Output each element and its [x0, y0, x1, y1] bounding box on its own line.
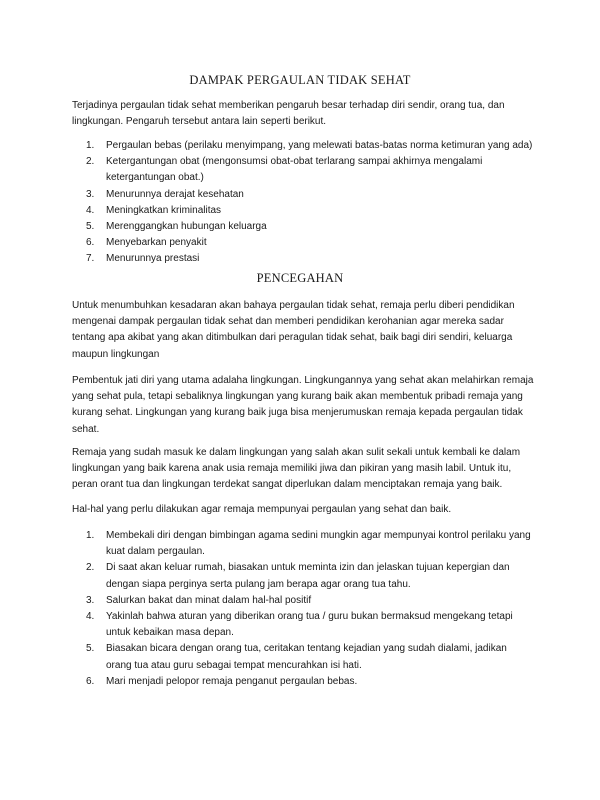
list-number: 6.: [86, 237, 95, 249]
section-heading: PENCEGAHAN: [256, 271, 344, 285]
list-number: 1.: [86, 530, 95, 541]
list-item: [72, 674, 534, 690]
list-number: 5.: [86, 643, 95, 655]
list-text: Biasakan bicara dengan orang tua, ceritakan tentang kejadian yang sudah dialami, jadikan orang tua atau guru sebagai tempat mencurahkan isi hati.: [106, 643, 507, 671]
actions-list: [72, 528, 534, 690]
list-text: Menurunnya derajat kesehatan: [106, 188, 244, 200]
impacts-list: [72, 138, 534, 268]
list-number: 4.: [86, 204, 95, 216]
list-item: [72, 203, 534, 219]
list-item: [72, 593, 534, 609]
list-number: 3.: [86, 594, 95, 606]
page-title: DAMPAK PERGAULAN TIDAK SEHAT: [189, 73, 411, 87]
paragraph: Remaja yang sudah masuk ke dalam lingkungan yang salah akan sulit sekali untuk kembali ke dalam lingkungan yang baik karena anak usia remaja memiliki jiwa dan pikiran yang masih labil. Untuk itu, peran orant tua dan lingkungan terdekat sangat diperlukan dalam menciptakan remaja yang baik.: [72, 447, 521, 491]
list-item: [72, 138, 534, 154]
list-text: Menyebarkan penyakit: [106, 237, 207, 249]
list-text: Ketergantungan obat (mengonsumsi obat-obat terlarang sampai akhirnya mengalami ketergantungan obat.): [106, 156, 483, 184]
paragraph: Hal-hal yang perlu dilakukan agar remaja mempunyai pergaulan yang sehat dan baik.: [72, 504, 452, 515]
list-item: [72, 609, 534, 641]
list-text: Meningkatkan kriminalitas: [106, 204, 222, 216]
list-item: [72, 219, 534, 235]
list-number: 2.: [86, 562, 95, 574]
list-number: 4.: [86, 611, 95, 623]
list-number: 7.: [86, 253, 95, 265]
list-item: [72, 251, 534, 267]
list-text: Salurkan bakat dan minat dalam hal-hal positif: [106, 594, 312, 606]
list-text: Merenggangkan hubungan keluarga: [106, 221, 267, 233]
list-text: Yakinlah bahwa aturan yang diberikan orang tua / guru bukan bermaksud mengekang tetapi untuk kebaikan masa depan.: [106, 611, 513, 639]
list-item: [72, 528, 534, 560]
list-item: [72, 235, 534, 251]
list-item: [72, 154, 534, 186]
list-number: 5.: [86, 221, 95, 233]
list-number: 2.: [86, 156, 95, 168]
list-text: Menurunnya prestasi: [106, 253, 200, 265]
list-text: Pergaulan bebas (perilaku menyimpang, yang melewati batas-batas norma ketimuran yang ada): [106, 140, 533, 151]
list-item: [72, 187, 534, 203]
list-text: Di saat akan keluar rumah, biasakan untuk meminta izin dan jelaskan tujuan kepergian dan dengan siapa perginya serta pulang jam berapa agar orang tua tahu.: [106, 562, 510, 590]
list-item: [72, 641, 534, 673]
list-number: 6.: [86, 675, 95, 687]
list-item: [72, 560, 534, 592]
list-number: 3.: [86, 188, 95, 200]
list-text: Membekali diri dengan bimbingan agama sedini mungkin agar mempunyai kontrol perilaku yang kuat dalam pergaulan.: [106, 530, 531, 558]
list-text: Mari menjadi pelopor remaja penganut pergaulan bebas.: [106, 675, 358, 687]
paragraph: Untuk menumbuhkan kesadaran akan bahaya pergaulan tidak sehat, remaja perlu diberi pendidikan mengenai dampak pergaulan tidak sehat dan memberi pendidikan kerohanian agar mereka sadar tentang apa akibat yang akan ditimbulkan dari peragulan tidak sehat, baik bagi diri sendiri, keluarga maupun lingkungan: [72, 300, 515, 360]
paragraph: Pembentuk jati diri yang utama adalaha lingkungan. Lingkungannya yang sehat akan melahirkan remaja yang sehat pula, tetapi sebaliknya lingkungan yang kurang baik akan membentuk pribadi remaja yang kurang sehat. Lingkungan yang kurang baik juga bisa menjerumuskan remaja kepada pergaulan tidak sehat.: [72, 375, 534, 435]
intro-paragraph: Terjadinya pergaulan tidak sehat memberikan pengaruh besar terhadap diri sendir, orang tua, dan lingkungan. Pengaruh tersebut antara lain seperti berikut.: [72, 100, 505, 128]
list-number: 1.: [86, 140, 95, 151]
